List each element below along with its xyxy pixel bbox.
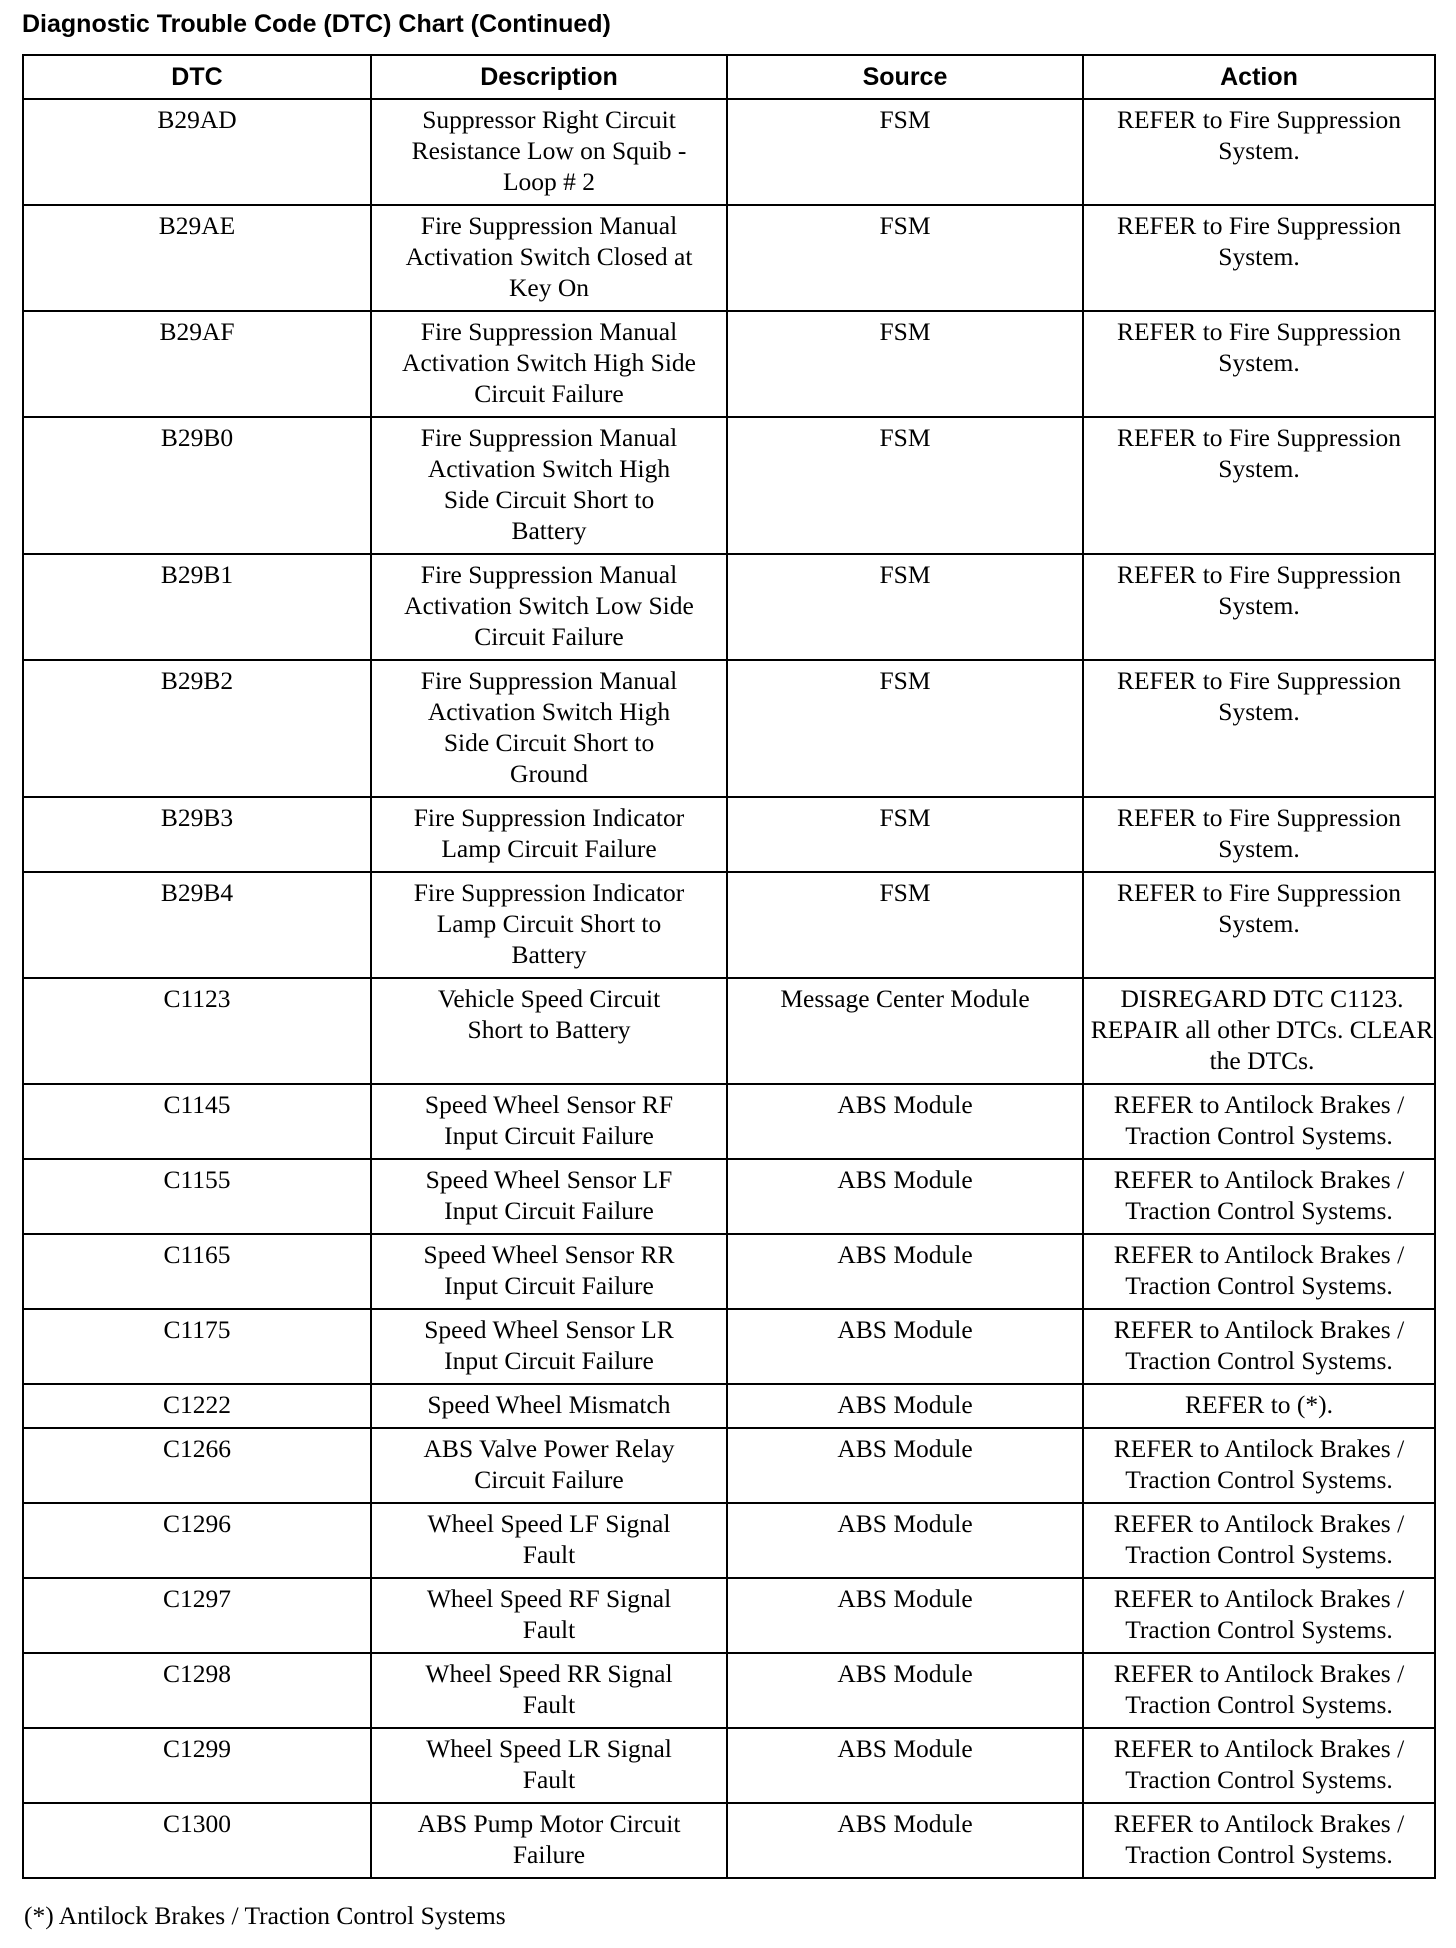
action-cell: REFER to Fire Suppression System.: [1083, 554, 1435, 660]
description-text: ABS Valve Power Relay Circuit Failure: [423, 1434, 675, 1494]
source-cell: ABS Module: [727, 1503, 1083, 1578]
description-cell: [371, 417, 727, 554]
dtc-code-cell: C1145: [23, 1084, 371, 1159]
source-cell: ABS Module: [727, 1428, 1083, 1503]
column-header-source: Source: [727, 55, 1083, 99]
table-row: [23, 1653, 1435, 1728]
action-cell: REFER to Fire Suppression System.: [1083, 872, 1435, 978]
table-row: [23, 554, 1435, 660]
table-row: [23, 1428, 1435, 1503]
description-cell: [371, 1428, 727, 1503]
dtc-code-cell: B29B1: [23, 554, 371, 660]
description-cell: [371, 1578, 727, 1653]
table-row: [23, 1159, 1435, 1234]
action-cell: REFER to Fire Suppression System.: [1083, 417, 1435, 554]
dtc-code-cell: C1123: [23, 978, 371, 1084]
description-cell: [371, 1234, 727, 1309]
dtc-code-cell: C1266: [23, 1428, 371, 1503]
dtc-code-cell: B29AF: [23, 311, 371, 417]
description-cell: [371, 1159, 727, 1234]
description-cell: [371, 797, 727, 872]
description-text: Speed Wheel Sensor LR Input Circuit Failure: [424, 1315, 674, 1375]
action-cell: REFER to Antilock Brakes / Traction Control Systems.: [1083, 1578, 1435, 1653]
description-cell: [371, 205, 727, 311]
source-cell: ABS Module: [727, 1803, 1083, 1878]
description-cell: [371, 1803, 727, 1878]
dtc-code-cell: C1155: [23, 1159, 371, 1234]
action-cell: REFER to Antilock Brakes / Traction Control Systems.: [1083, 1234, 1435, 1309]
source-cell: FSM: [727, 311, 1083, 417]
dtc-code-cell: C1298: [23, 1653, 371, 1728]
source-cell: FSM: [727, 660, 1083, 797]
footnote: (*) Antilock Brakes / Traction Control Systems: [24, 1901, 506, 1930]
description-text: Fire Suppression Manual Activation Switch High Side Circuit Failure: [402, 317, 696, 408]
dtc-code-cell: C1296: [23, 1503, 371, 1578]
action-cell: DISREGARD DTC C1123. REPAIR all other DTCs. CLEAR the DTCs.: [1083, 978, 1435, 1084]
source-cell: ABS Module: [727, 1234, 1083, 1309]
description-text: Wheel Speed RF Signal Fault: [426, 1584, 672, 1644]
dtc-code-cell: C1222: [23, 1384, 371, 1428]
action-cell: REFER to Fire Suppression System.: [1083, 660, 1435, 797]
dtc-chart-table: [22, 54, 1436, 1879]
source-cell: FSM: [727, 205, 1083, 311]
table-row: [23, 1084, 1435, 1159]
description-text: Speed Wheel Sensor RR Input Circuit Failure: [423, 1240, 675, 1300]
table-row: [23, 872, 1435, 978]
source-cell: ABS Module: [727, 1084, 1083, 1159]
dtc-code-cell: C1299: [23, 1728, 371, 1803]
dtc-code-cell: C1165: [23, 1234, 371, 1309]
source-cell: FSM: [727, 417, 1083, 554]
description-text: ABS Pump Motor Circuit Failure: [417, 1809, 681, 1869]
action-cell: REFER to Antilock Brakes / Traction Control Systems.: [1083, 1428, 1435, 1503]
dtc-code-cell: B29B4: [23, 872, 371, 978]
action-cell: REFER to Antilock Brakes / Traction Control Systems.: [1083, 1084, 1435, 1159]
table-row: [23, 417, 1435, 554]
description-cell: [371, 1503, 727, 1578]
dtc-code-cell: B29B0: [23, 417, 371, 554]
description-text: Fire Suppression Indicator Lamp Circuit Short to Battery: [413, 878, 685, 969]
description-cell: [371, 311, 727, 417]
description-cell: [371, 1084, 727, 1159]
dtc-code-cell: C1297: [23, 1578, 371, 1653]
description-cell: [371, 554, 727, 660]
description-text: Fire Suppression Manual Activation Switch Closed at Key On: [405, 211, 693, 302]
source-cell: Message Center Module: [727, 978, 1083, 1084]
action-cell: REFER to Fire Suppression System.: [1083, 99, 1435, 205]
source-cell: FSM: [727, 554, 1083, 660]
table-row: [23, 1728, 1435, 1803]
action-cell: REFER to Fire Suppression System.: [1083, 205, 1435, 311]
action-cell: REFER to Antilock Brakes / Traction Control Systems.: [1083, 1159, 1435, 1234]
source-cell: FSM: [727, 99, 1083, 205]
table-row: [23, 99, 1435, 205]
dtc-code-cell: C1300: [23, 1803, 371, 1878]
action-cell: REFER to Fire Suppression System.: [1083, 311, 1435, 417]
source-cell: FSM: [727, 797, 1083, 872]
action-cell: REFER to Antilock Brakes / Traction Control Systems.: [1083, 1503, 1435, 1578]
table-row: [23, 978, 1435, 1084]
table-row: [23, 205, 1435, 311]
dtc-code-cell: B29B3: [23, 797, 371, 872]
page-title: Diagnostic Trouble Code (DTC) Chart (Continued): [22, 10, 611, 38]
table-row: [23, 1234, 1435, 1309]
description-text: Wheel Speed RR Signal Fault: [425, 1659, 673, 1719]
table-row: [23, 1803, 1435, 1878]
description-cell: [371, 660, 727, 797]
column-header-action: Action: [1083, 55, 1435, 99]
description-text: Speed Wheel Mismatch: [427, 1390, 671, 1419]
description-cell: [371, 1728, 727, 1803]
table-header-row: [23, 55, 1435, 99]
source-cell: ABS Module: [727, 1728, 1083, 1803]
dtc-code-cell: C1175: [23, 1309, 371, 1384]
description-text: Fire Suppression Indicator Lamp Circuit Failure: [413, 803, 685, 863]
description-cell: [371, 872, 727, 978]
action-cell: REFER to Antilock Brakes / Traction Control Systems.: [1083, 1653, 1435, 1728]
description-text: Speed Wheel Sensor LF Input Circuit Failure: [425, 1165, 673, 1225]
action-cell: REFER to Antilock Brakes / Traction Control Systems.: [1083, 1728, 1435, 1803]
table-row: [23, 1384, 1435, 1428]
dtc-code-cell: B29AD: [23, 99, 371, 205]
source-cell: ABS Module: [727, 1309, 1083, 1384]
action-cell: REFER to (*).: [1083, 1384, 1435, 1428]
source-cell: FSM: [727, 872, 1083, 978]
source-cell: ABS Module: [727, 1578, 1083, 1653]
description-cell: [371, 1384, 727, 1428]
source-cell: ABS Module: [727, 1384, 1083, 1428]
description-text: Fire Suppression Manual Activation Switch High Side Circuit Short to Battery: [420, 423, 678, 545]
table-row: [23, 311, 1435, 417]
source-cell: ABS Module: [727, 1159, 1083, 1234]
description-text: Fire Suppression Manual Activation Switch High Side Circuit Short to Ground: [420, 666, 678, 788]
table-row: [23, 797, 1435, 872]
description-text: Speed Wheel Sensor RF Input Circuit Failure: [424, 1090, 674, 1150]
action-cell: REFER to Antilock Brakes / Traction Control Systems.: [1083, 1309, 1435, 1384]
table-row: [23, 1503, 1435, 1578]
description-cell: [371, 99, 727, 205]
description-text: Vehicle Speed Circuit Short to Battery: [437, 984, 661, 1044]
dtc-code-cell: B29B2: [23, 660, 371, 797]
source-cell: ABS Module: [727, 1653, 1083, 1728]
table-row: [23, 660, 1435, 797]
description-text: Wheel Speed LR Signal Fault: [426, 1734, 672, 1794]
action-cell: REFER to Antilock Brakes / Traction Control Systems.: [1083, 1803, 1435, 1878]
description-text: Wheel Speed LF Signal Fault: [427, 1509, 671, 1569]
description-text: Suppressor Right Circuit Resistance Low on Squib - Loop # 2: [411, 105, 687, 196]
dtc-code-cell: B29AE: [23, 205, 371, 311]
description-text: Fire Suppression Manual Activation Switch Low Side Circuit Failure: [404, 560, 694, 651]
action-cell: REFER to Fire Suppression System.: [1083, 797, 1435, 872]
table-body: [23, 99, 1435, 1878]
column-header-dtc: DTC: [23, 55, 371, 99]
column-header-description: Description: [371, 55, 727, 99]
table-row: [23, 1309, 1435, 1384]
table-row: [23, 1578, 1435, 1653]
description-cell: [371, 978, 727, 1084]
description-cell: [371, 1653, 727, 1728]
description-cell: [371, 1309, 727, 1384]
